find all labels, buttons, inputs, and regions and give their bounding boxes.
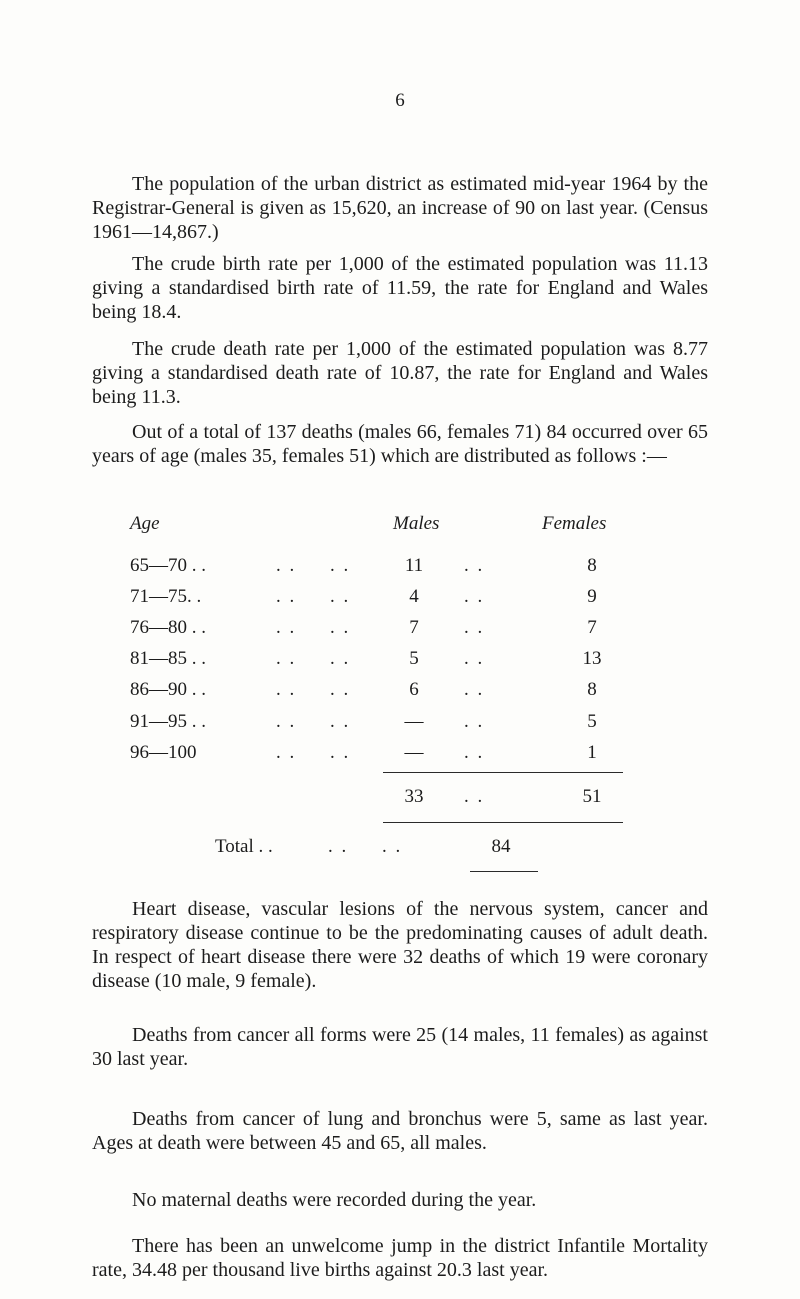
- paragraph-deaths-distribution: Out of a total of 137 deaths (males 66, females 71) 84 occurred over 65 years of age (males 35, females 51) which are distributed as follows :—: [92, 421, 708, 467]
- leader-dots: . . . .: [276, 711, 351, 732]
- subtotal-rule: [383, 772, 623, 773]
- paragraph-infant-mortality: There has been an unwelcome jump in the district Infantile Mortality rate, 34.48 per thousand live births against 20.3 last year.: [92, 1235, 708, 1281]
- leader-dots: . . . .: [276, 555, 351, 576]
- row-age: 71—75. .: [130, 586, 202, 607]
- leader-dots: . .: [464, 617, 485, 638]
- leader-dots: . . . .: [328, 836, 403, 857]
- subtotal-males: 33: [404, 786, 424, 807]
- row-females: 5: [587, 711, 597, 732]
- row-females: 1: [587, 742, 597, 763]
- row-females: 7: [587, 617, 597, 638]
- paragraph-heart-disease: Heart disease, vascular lesions of the nervous system, cancer and respiratory disease continue to be the predominating causes of adult death. In respect of heart disease there were 32 deaths of which 19 were coronary disease (10 male, 9 female).: [92, 898, 708, 992]
- total-underline: [470, 871, 538, 872]
- row-females: 9: [587, 586, 597, 607]
- row-males: —: [404, 742, 424, 763]
- row-males: 4: [409, 586, 419, 607]
- paragraph-death-rate: The crude death rate per 1,000 of the estimated population was 8.77 giving a standardised death rate of 10.87, the rate for England and Wales being 11.3.: [92, 338, 708, 408]
- row-males: 7: [409, 617, 419, 638]
- leader-dots: . .: [464, 786, 485, 807]
- paragraph-maternal-deaths: No maternal deaths were recorded during the year.: [132, 1189, 537, 1211]
- paragraph-cancer-deaths: Deaths from cancer all forms were 25 (14 males, 11 females) as against 30 last year.: [92, 1024, 708, 1070]
- total-rule: [383, 822, 623, 823]
- leader-dots: . .: [464, 586, 485, 607]
- paragraph-population: The population of the urban district as estimated mid-year 1964 by the Registrar-General is given as 15,620, an increase of 90 on last year. (Census 1961—14,867.): [92, 173, 708, 243]
- row-males: 11: [404, 555, 424, 576]
- row-age: 76—80 . .: [130, 617, 206, 638]
- row-males: 5: [409, 648, 419, 669]
- row-age: 91—95 . .: [130, 711, 206, 732]
- leader-dots: . . . .: [276, 586, 351, 607]
- header-females: Females: [542, 513, 607, 534]
- row-age: 86—90 . .: [130, 679, 206, 700]
- leader-dots: . . . .: [276, 648, 351, 669]
- subtotal-females: 51: [582, 786, 602, 807]
- total-value: 84: [491, 836, 511, 857]
- leader-dots: . . . .: [276, 679, 351, 700]
- row-age: 96—100: [130, 742, 197, 763]
- row-age: 65—70 . .: [130, 555, 206, 576]
- leader-dots: . .: [464, 742, 485, 763]
- leader-dots: . . . .: [276, 742, 351, 763]
- total-label: Total . .: [215, 836, 273, 857]
- leader-dots: . .: [464, 711, 485, 732]
- leader-dots: . .: [464, 679, 485, 700]
- row-age: 81—85 . .: [130, 648, 206, 669]
- row-males: 6: [409, 679, 419, 700]
- row-males: —: [404, 711, 424, 732]
- row-females: 8: [587, 555, 597, 576]
- row-females: 13: [582, 648, 602, 669]
- header-age: Age: [130, 513, 160, 534]
- leader-dots: . .: [464, 555, 485, 576]
- leader-dots: . .: [464, 648, 485, 669]
- paragraph-lung-cancer: Deaths from cancer of lung and bronchus were 5, same as last year. Ages at death were between 45 and 65, all males.: [92, 1108, 708, 1154]
- row-females: 8: [587, 679, 597, 700]
- leader-dots: . . . .: [276, 617, 351, 638]
- header-males: Males: [393, 513, 440, 534]
- page-number: 6: [395, 90, 405, 111]
- paragraph-birth-rate: The crude birth rate per 1,000 of the estimated population was 11.13 giving a standardised birth rate of 11.59, the rate for England and Wales being 18.4.: [92, 253, 708, 323]
